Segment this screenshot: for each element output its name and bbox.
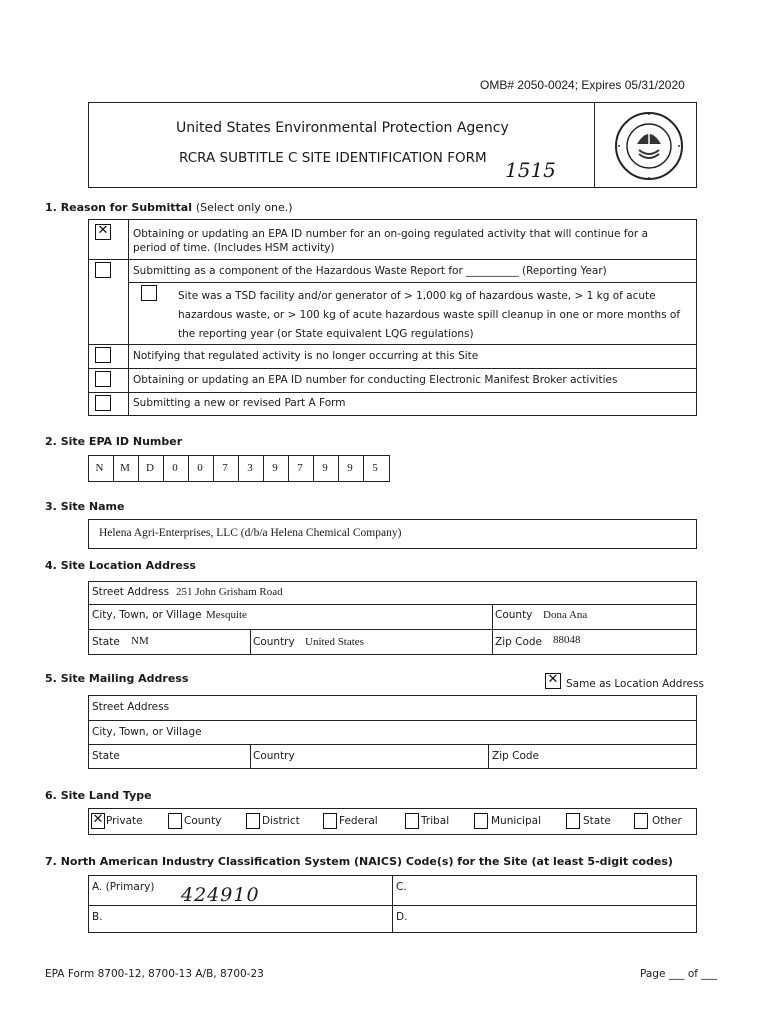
section-5-heading: 5. Site Mailing Address xyxy=(45,672,189,685)
location-state-value[interactable]: NM xyxy=(131,635,149,647)
epa-id-digit: 0 xyxy=(163,455,186,482)
location-zip-label: Zip Code xyxy=(495,636,542,648)
land-type-county-label: County xyxy=(184,815,222,827)
footer-page-number: Page ___ of ___ xyxy=(640,968,718,980)
reason-option-4-checkbox[interactable] xyxy=(95,371,111,387)
same-as-location-label: Same as Location Address xyxy=(566,678,704,690)
header-box xyxy=(88,102,697,188)
same-as-location-checkbox[interactable] xyxy=(545,673,561,689)
section-2-heading: 2. Site EPA ID Number xyxy=(45,435,183,448)
epa-id-digit: 9 xyxy=(313,455,336,482)
mailing-state-label[interactable]: State xyxy=(92,750,120,762)
epa-id-digit: 7 xyxy=(213,455,236,482)
reason-option-1-text: Obtaining or updating an EPA ID number for an on-going regulated activity that will continue for a period of time. (Includes HSM activity) xyxy=(133,228,649,254)
epa-id-digit: 0 xyxy=(188,455,211,482)
handwritten-code: 1515 xyxy=(505,158,556,182)
epa-id-digit: 9 xyxy=(338,455,361,482)
land-type-municipal-checkbox[interactable] xyxy=(474,813,488,829)
land-type-other-checkbox[interactable] xyxy=(634,813,648,829)
reason-option-4-text: Obtaining or updating an EPA ID number for conducting Electronic Manifest Broker activities xyxy=(133,374,618,386)
location-street-label: Street Address xyxy=(92,586,170,598)
reason-option-5-text: Submitting a new or revised Part A Form xyxy=(133,397,346,409)
footer-form-numbers: EPA Form 8700-12, 8700-13 A/B, 8700-23 xyxy=(45,968,264,980)
land-type-federal-label: Federal xyxy=(339,815,378,827)
form-title: RCRA SUBTITLE C SITE IDENTIFICATION FORM xyxy=(179,150,487,166)
location-state-label: State xyxy=(92,636,120,648)
location-country-value[interactable]: United States xyxy=(305,636,364,648)
land-type-state-checkbox[interactable] xyxy=(566,813,580,829)
land-type-county-checkbox[interactable] xyxy=(168,813,182,829)
location-country-label: Country xyxy=(253,636,295,648)
naics-d-label[interactable]: D. xyxy=(396,911,408,923)
location-street-value[interactable]: 251 John Grisham Road xyxy=(176,586,283,598)
land-type-private-label: Private xyxy=(106,815,143,827)
land-type-state-label: State xyxy=(583,815,611,827)
location-county-value[interactable]: Dona Ana xyxy=(543,609,588,621)
epa-seal xyxy=(609,106,689,186)
epa-id-digit: 9 xyxy=(263,455,286,482)
agency-name: United States Environmental Protection Agency xyxy=(176,120,509,136)
mailing-street-label[interactable]: Street Address xyxy=(92,701,170,713)
naics-a-label: A. (Primary) xyxy=(92,881,155,893)
location-city-value[interactable]: Mesquite xyxy=(206,609,247,621)
epa-id-digit: D xyxy=(138,455,161,482)
site-name-value: Helena Agri-Enterprises, LLC (d/b/a Helena Chemical Company) xyxy=(99,527,402,539)
naics-a-value[interactable]: 424910 xyxy=(181,884,260,906)
land-type-federal-checkbox[interactable] xyxy=(323,813,337,829)
location-zip-value[interactable]: 88048 xyxy=(553,634,581,646)
section-7-heading: 7. North American Industry Classification System (NAICS) Code(s) for the Site (at least 5-digit codes) xyxy=(45,855,673,868)
land-type-municipal-label: Municipal xyxy=(491,815,541,827)
section-3-heading: 3. Site Name xyxy=(45,500,125,513)
land-type-other-label: Other xyxy=(652,815,682,827)
epa-id-digit: M xyxy=(113,455,136,482)
epa-id-digit: 3 xyxy=(238,455,261,482)
location-county-label: County xyxy=(495,609,533,621)
land-type-district-label: District xyxy=(262,815,300,827)
land-type-tribal-label: Tribal xyxy=(421,815,450,827)
epa-id-digit: N xyxy=(95,462,104,474)
reason-option-2-checkbox[interactable] xyxy=(95,262,111,278)
location-city-label: City, Town, or Village xyxy=(92,609,202,621)
section-6-heading: 6. Site Land Type xyxy=(45,789,152,802)
reason-option-3-text: Notifying that regulated activity is no longer occurring at this Site xyxy=(133,350,479,362)
mailing-country-label[interactable]: Country xyxy=(253,750,295,762)
section-1-heading: 1. Reason for Submittal (Select only one.) xyxy=(45,201,293,214)
reason-option-3-checkbox[interactable] xyxy=(95,347,111,363)
reason-option-2a-text: Site was a TSD facility and/or generator of > 1,000 kg of hazardous waste, > 1 kg of acute hazardous waste, or > 100 kg of acute hazardous waste spill cleanup in one or more months of the reporting year (or State equivalent LQG regulations) xyxy=(178,290,681,340)
land-type-private-checkbox[interactable] xyxy=(91,813,105,829)
reason-option-5-checkbox[interactable] xyxy=(95,395,111,411)
mailing-city-label[interactable]: City, Town, or Village xyxy=(92,726,202,738)
reason-option-2a-checkbox[interactable] xyxy=(141,285,157,301)
section-4-heading: 4. Site Location Address xyxy=(45,559,196,572)
mailing-zip-label[interactable]: Zip Code xyxy=(492,750,539,762)
land-type-tribal-checkbox[interactable] xyxy=(405,813,419,829)
omb-number: OMB# 2050-0024; Expires 05/31/2020 xyxy=(480,78,685,92)
naics-c-label[interactable]: C. xyxy=(396,881,407,893)
reason-option-2-text: Submitting as a component of the Hazardous Waste Report for __________ (Reporting Year) xyxy=(133,265,607,277)
naics-table xyxy=(88,875,697,933)
naics-b-label[interactable]: B. xyxy=(92,911,103,923)
land-type-district-checkbox[interactable] xyxy=(246,813,260,829)
epa-id-digit: 7 xyxy=(288,455,311,482)
reason-option-1-checkbox[interactable] xyxy=(95,224,111,240)
epa-id-digit: 5 xyxy=(363,455,386,482)
